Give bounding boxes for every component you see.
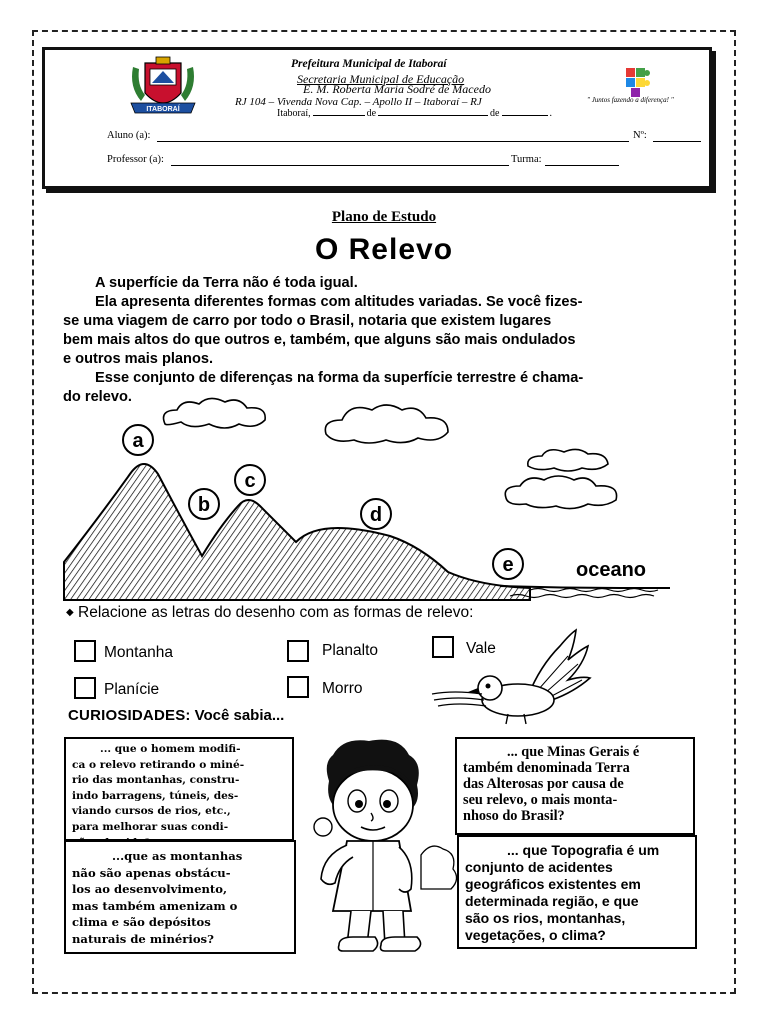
bird-illustration — [428, 626, 598, 726]
checkbox-planalto[interactable] — [287, 640, 309, 662]
paragraph-line: bem mais altos do que outros e, também, que alguns são mais ondulados — [63, 332, 576, 348]
label-d-text: d — [369, 504, 383, 526]
fact-line: naturais de minérios? — [72, 931, 214, 946]
paragraph-line: Esse conjunto de diferenças na forma da superfície terrestre é chama- — [95, 370, 584, 386]
secretaria-name: Secretaria Municipal de Educação — [297, 72, 465, 86]
label-b-text: b — [197, 494, 211, 516]
paragraph-line: se uma viagem de carro por todo o Brasil, notaria que existem lugares — [63, 313, 552, 329]
fact-line: ... que Topografia é um — [507, 842, 660, 858]
label-a-text: a — [132, 430, 144, 452]
fact-line: determinada região, e que — [465, 893, 639, 909]
document-heading: Plano de Estudo — [331, 209, 437, 225]
fact-line: vegetações, o clima? — [465, 927, 606, 943]
option-planalto: Planalto — [322, 642, 379, 659]
paragraph-line: e outros mais planos. — [63, 351, 214, 367]
crest-text: ITABORAÍ — [146, 106, 180, 113]
mountain-terrain — [64, 464, 530, 600]
fact-line: ...que as montanhas — [112, 849, 243, 863]
label-b — [189, 489, 219, 519]
aluno-field[interactable] — [157, 141, 629, 142]
date-de-label-2: de — [490, 108, 500, 119]
exercise-instruction — [66, 604, 473, 622]
intro-paragraph — [63, 274, 703, 407]
relief-illustration — [60, 396, 710, 606]
fact-line: rio das montanhas, constru- — [72, 774, 240, 787]
numero-field[interactable] — [653, 141, 701, 142]
fact-line: não são apenas obstácu- — [72, 865, 231, 880]
fact-line: indo barragens, túneis, des- — [72, 789, 239, 802]
paragraph-line: Ela apresenta diferentes formas com altitudes variadas. Se você fizes- — [95, 294, 583, 310]
paragraph-line: do relevo. — [63, 389, 132, 405]
option-planicie: Planície — [104, 681, 160, 698]
label-c-text: c — [244, 470, 256, 492]
school-name: E. M. Roberta Maria Sodré de Macedo — [303, 82, 491, 96]
fact-box-left-top — [64, 737, 294, 841]
professor-label: Professor (a): — [107, 154, 164, 165]
fact-line: das Alterosas por causa de — [463, 776, 624, 792]
date-day-blank[interactable] — [313, 115, 365, 116]
fact-line: são os rios, montanhas, — [465, 910, 626, 926]
fact-line: ... que o homem modifi- — [100, 743, 241, 755]
school-address: RJ 104 – Vivenda Nova Cap. – Apollo II – Itaboraí – RJ — [235, 96, 482, 108]
date-year-blank[interactable] — [502, 115, 548, 116]
fact-line: mas também amenizam o — [72, 898, 238, 913]
checkbox-morro[interactable] — [287, 676, 309, 698]
fact-line: ... que Minas Gerais é — [507, 744, 640, 760]
aluno-label: Aluno (a): — [107, 130, 151, 141]
checkbox-montanha[interactable] — [74, 640, 96, 662]
fact-line: ca o relevo retirando o miné- — [72, 758, 245, 771]
curiosidades-heading — [68, 707, 284, 724]
fact-line: conjunto de acidentes — [465, 859, 613, 875]
fact-line: viando cursos de rios, etc., — [72, 805, 231, 818]
instruction-text: Relacione as letras do desenho com as formas de relevo: — [78, 604, 474, 621]
fact-box-right-bottom — [457, 835, 697, 949]
ocean-label: oceano — [576, 559, 647, 581]
cloud — [505, 476, 616, 509]
boy-illustration — [293, 735, 461, 965]
cloud — [528, 449, 608, 471]
school-slogan: " Juntos fazendo a diferença! " — [587, 96, 674, 104]
paragraph-line: A superfície da Terra não é toda igual. — [95, 275, 358, 291]
city-crest-logo — [125, 55, 201, 121]
puzzle-icon — [620, 66, 660, 98]
header-box — [42, 47, 712, 189]
curiosidades-text: : Você sabia... — [185, 707, 285, 724]
date-month-blank[interactable] — [378, 115, 488, 116]
curiosidades-label: CURIOSIDADES — [68, 707, 186, 724]
cloud — [164, 398, 266, 428]
date-city-label: Itaboraí, — [277, 108, 311, 119]
label-e-text: e — [502, 554, 514, 576]
cloud — [325, 405, 448, 443]
fact-line: seu relevo, o mais monta- — [463, 792, 618, 808]
prefeitura-title: Prefeitura Municipal de Itaboraí — [291, 58, 447, 70]
option-vale: Vale — [466, 640, 496, 657]
fact-line: clima e são depósitos — [72, 915, 211, 930]
label-c — [235, 465, 265, 495]
ocean-waves — [510, 589, 658, 598]
school-puzzle-logo — [585, 66, 695, 114]
professor-field[interactable] — [171, 165, 509, 166]
fact-line: também denominada Terra — [463, 760, 630, 776]
fact-line: los ao desenvolvimento, — [72, 882, 228, 897]
checkbox-planicie[interactable] — [74, 677, 96, 699]
diamond-bullet-icon: ◆ — [66, 607, 74, 618]
fact-line: nhoso do Brasil? — [463, 808, 565, 824]
turma-field[interactable] — [545, 165, 619, 166]
date-de-label-1: de — [366, 108, 377, 119]
date-field: Itaboraí, de de . — [277, 108, 552, 119]
option-morro: Morro — [322, 680, 363, 697]
numero-label: Nº: — [633, 130, 647, 141]
option-montanha: Montanha — [104, 644, 173, 661]
fact-box-right-top — [455, 737, 695, 835]
fact-box-left-bottom — [64, 840, 296, 954]
fact-line: geográficos existentes em — [465, 876, 641, 892]
label-d — [361, 499, 391, 529]
turma-label: Turma: — [511, 154, 542, 165]
fact-line: para melhorar suas condi- — [72, 820, 229, 833]
label-e — [493, 549, 523, 579]
main-title: O Relevo — [314, 233, 454, 266]
label-a — [123, 425, 153, 455]
coastline — [500, 586, 670, 588]
